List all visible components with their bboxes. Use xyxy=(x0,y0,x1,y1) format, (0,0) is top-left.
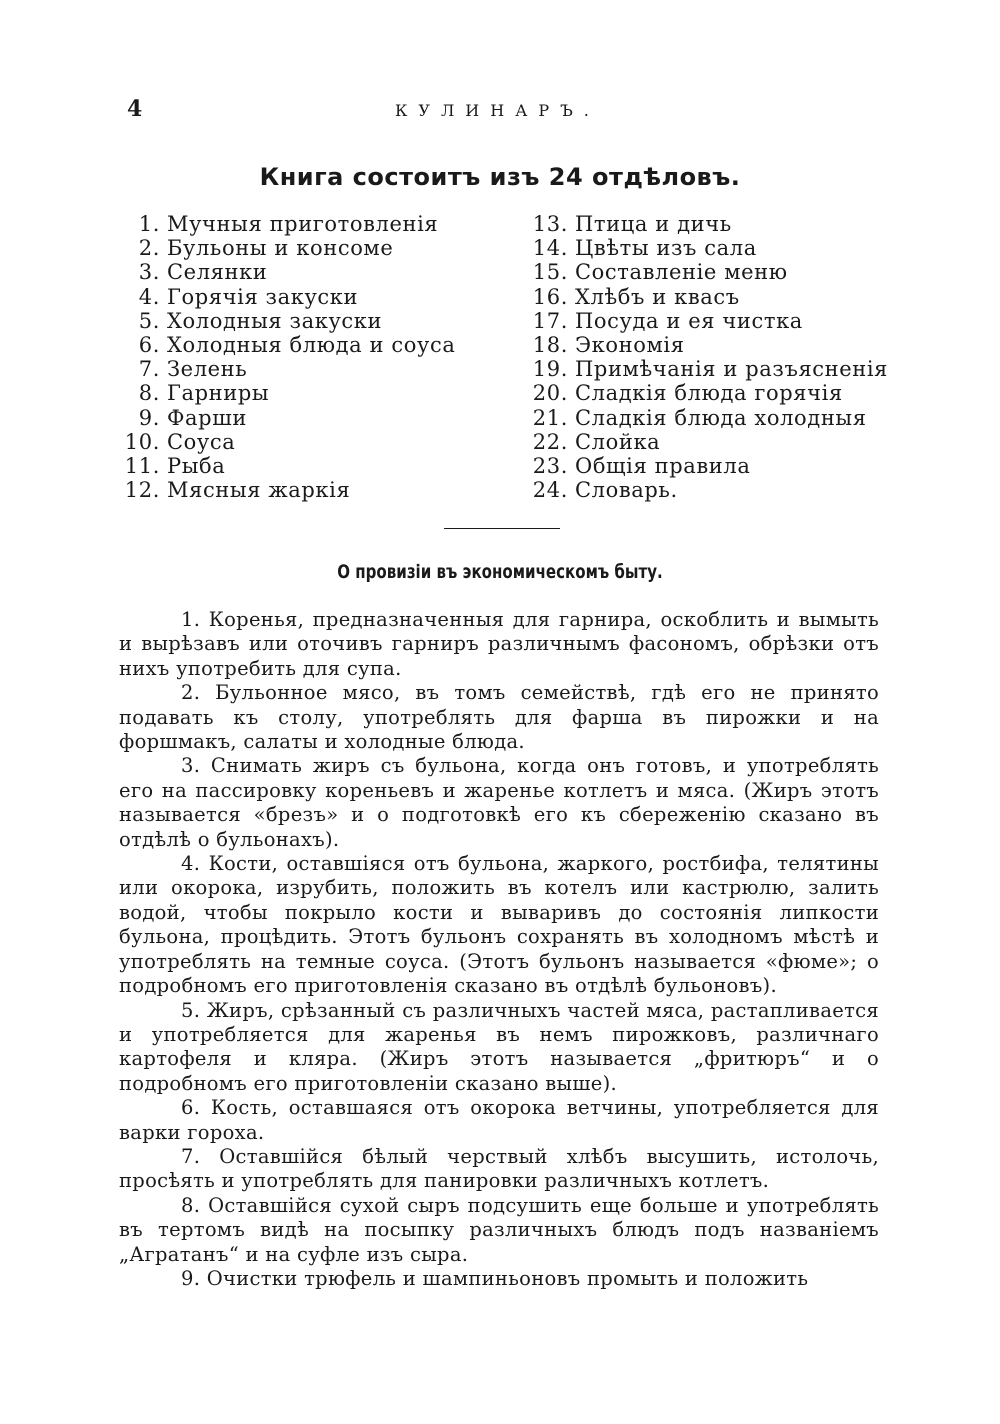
toc-item-number: 9. xyxy=(138,405,160,430)
toc-item xyxy=(122,212,455,236)
toc-item-number: 5. xyxy=(138,308,160,333)
toc-item-label: Фарши xyxy=(167,405,247,430)
toc-item-number: 10. xyxy=(124,429,160,454)
toc-item-label: Горячія закуски xyxy=(167,284,359,309)
toc-item-number: 1. xyxy=(138,212,160,236)
toc-item-number: 14. xyxy=(532,236,568,261)
paragraph: 3. Снимать жиръ съ бульона, когда онъ готовъ, и употреблять его на пассировку кореньевъ и жаренье котлетъ и мяса. (Жиръ этотъ называется «брезъ» и о подготовкѣ его къ сбереженію сказано въ отдѣлѣ о бульонахъ). xyxy=(119,754,879,851)
toc-item xyxy=(528,333,888,357)
toc-item xyxy=(528,381,888,405)
toc-item-label: Зелень xyxy=(167,357,248,382)
toc-item-number: 11. xyxy=(124,454,160,479)
toc-item xyxy=(122,333,455,357)
toc-item xyxy=(122,285,455,309)
toc-item xyxy=(122,236,455,260)
toc-left-column xyxy=(122,212,455,502)
paragraph: 2. Бульонное мясо, въ томъ семействѣ, гдѣ его не принято подавать къ столу, употреблять для фарша въ пирожки и на форшмакъ, салаты и холодные блюда. xyxy=(119,681,879,754)
paragraph: 7. Оставшійся бѣлый черствый хлѣбъ высушить, истолочь, просѣять и употреблять для панировки различныхъ котлетъ. xyxy=(119,1144,879,1193)
toc-item-number: 20. xyxy=(532,381,568,406)
toc-item-number: 2. xyxy=(138,236,160,261)
toc-item-number: 22. xyxy=(532,429,568,454)
toc-item xyxy=(528,285,888,309)
paragraph: 4. Кости, оставшіяся отъ бульона, жаркого, ростбифа, телятины или окорока, изрубить, положить въ котелъ или кастрюлю, залить водой, чтобы покрыло кости и вываривъ до состоянія липкости бульона, процѣдить. Этотъ бульонъ сохранять въ холодномъ мѣстѣ и употреблять на темные соуса. (Этотъ бульонъ называется «фюме»; о подробномъ его приготовленія сказано въ отдѣлѣ бульоновъ). xyxy=(119,852,879,998)
toc-item xyxy=(528,357,888,381)
paragraph: 8. Оставшійся сухой сыръ подсушить еще больше и употреблять въ тертомъ видѣ на посыпку различныхъ блюдъ подъ названіемъ „Агратанъ“ и на суфле изъ сыра. xyxy=(119,1193,879,1266)
toc-item xyxy=(528,309,888,333)
toc-item-number: 17. xyxy=(532,308,568,333)
toc-item xyxy=(528,260,888,284)
toc-item-number: 6. xyxy=(138,333,160,358)
toc-item-number: 4. xyxy=(138,284,160,309)
toc-item-number: 21. xyxy=(532,405,568,430)
toc-item-label: Хлѣбъ и квасъ xyxy=(575,284,740,309)
toc-item-label: Селянки xyxy=(167,260,268,285)
toc-item-number: 24. xyxy=(532,478,568,503)
toc-item-label: Холодныя закуски xyxy=(167,308,383,333)
toc-item-label: Сладкія блюда холодныя xyxy=(575,405,867,430)
toc-item-number: 13. xyxy=(532,212,568,236)
toc-item xyxy=(122,406,455,430)
toc-item-number: 15. xyxy=(532,260,568,285)
paragraph: 1. Коренья, предназначенныя для гарнира, оскоблить и вымыть и вырѣзавъ или оточивъ гарниръ различнымъ фасономъ, обрѣзки отъ нихъ употребить для супа. xyxy=(119,608,879,680)
section-body xyxy=(119,608,879,1291)
toc-item xyxy=(122,381,455,405)
toc-item-label: Цвѣты изъ сала xyxy=(575,236,757,261)
toc-item-label: Примѣчанія и разъясненія xyxy=(575,357,889,382)
toc-item-number: 23. xyxy=(532,454,568,479)
toc-item xyxy=(528,236,888,260)
toc-item-number: 16. xyxy=(532,284,568,309)
toc-item-label: Мясныя жаркія xyxy=(167,478,351,503)
toc-item-label: Сладкія блюда горячія xyxy=(575,381,843,406)
toc-item-label: Холодныя блюда и соуса xyxy=(167,333,456,358)
toc-item xyxy=(122,430,455,454)
paragraph: 5. Жиръ, срѣзанный съ различныхъ частей мяса, растапливается и употребляется для жаренья въ немъ пирожковъ, различнаго картофеля и кляра. (Жиръ этотъ называется „фритюръ“ и о подробномъ его приготовленіи сказано выше). xyxy=(119,998,879,1095)
running-title: КУЛИНАРЪ. xyxy=(395,101,600,120)
toc-item-label: Посуда и ея чистка xyxy=(575,308,803,333)
toc-item-number: 8. xyxy=(138,381,160,406)
section-heading: О провизіи въ экономическомъ быту. xyxy=(337,561,663,583)
toc-item-label: Мучныя приготовленія xyxy=(167,212,439,236)
toc-item xyxy=(528,478,888,502)
toc-item-label: Общія правила xyxy=(575,454,751,479)
toc-item xyxy=(122,478,455,502)
toc-item xyxy=(122,260,455,284)
toc-item-number: 19. xyxy=(532,357,568,382)
toc-item-label: Экономія xyxy=(575,333,685,358)
toc-item xyxy=(122,454,455,478)
toc-item-label: Соуса xyxy=(167,429,236,454)
paragraph: 9. Очистки трюфель и шампиньоновъ промыть и положить xyxy=(181,1266,809,1290)
toc-item-label: Бульоны и консоме xyxy=(167,236,394,261)
toc-item xyxy=(528,430,888,454)
toc-item xyxy=(122,309,455,333)
toc-item-number: 12. xyxy=(124,478,160,503)
toc-item-label: Слойка xyxy=(575,429,661,454)
toc-item-label: Гарниры xyxy=(167,381,270,406)
toc-item xyxy=(528,454,888,478)
toc-item-label: Птица и дичь xyxy=(575,212,732,236)
toc-item xyxy=(528,212,888,236)
toc-item-number: 18. xyxy=(532,333,568,358)
paragraph: 6. Кость, оставшаяся отъ окорока ветчины, употребляется для варки гороха. xyxy=(119,1096,879,1144)
page-number: 4 xyxy=(127,96,143,122)
toc-item-label: Составленіе меню xyxy=(575,260,788,285)
toc-title: Книга состоитъ изъ 24 отдѣловъ. xyxy=(259,163,741,191)
toc-item-number: 7. xyxy=(138,357,160,382)
toc-item-label: Рыба xyxy=(167,454,226,479)
toc-item xyxy=(528,406,888,430)
toc-item-label: Словарь. xyxy=(575,478,678,503)
section-divider xyxy=(444,528,560,529)
toc-item-number: 3. xyxy=(138,260,160,285)
toc-item xyxy=(122,357,455,381)
toc-right-column xyxy=(528,212,888,502)
